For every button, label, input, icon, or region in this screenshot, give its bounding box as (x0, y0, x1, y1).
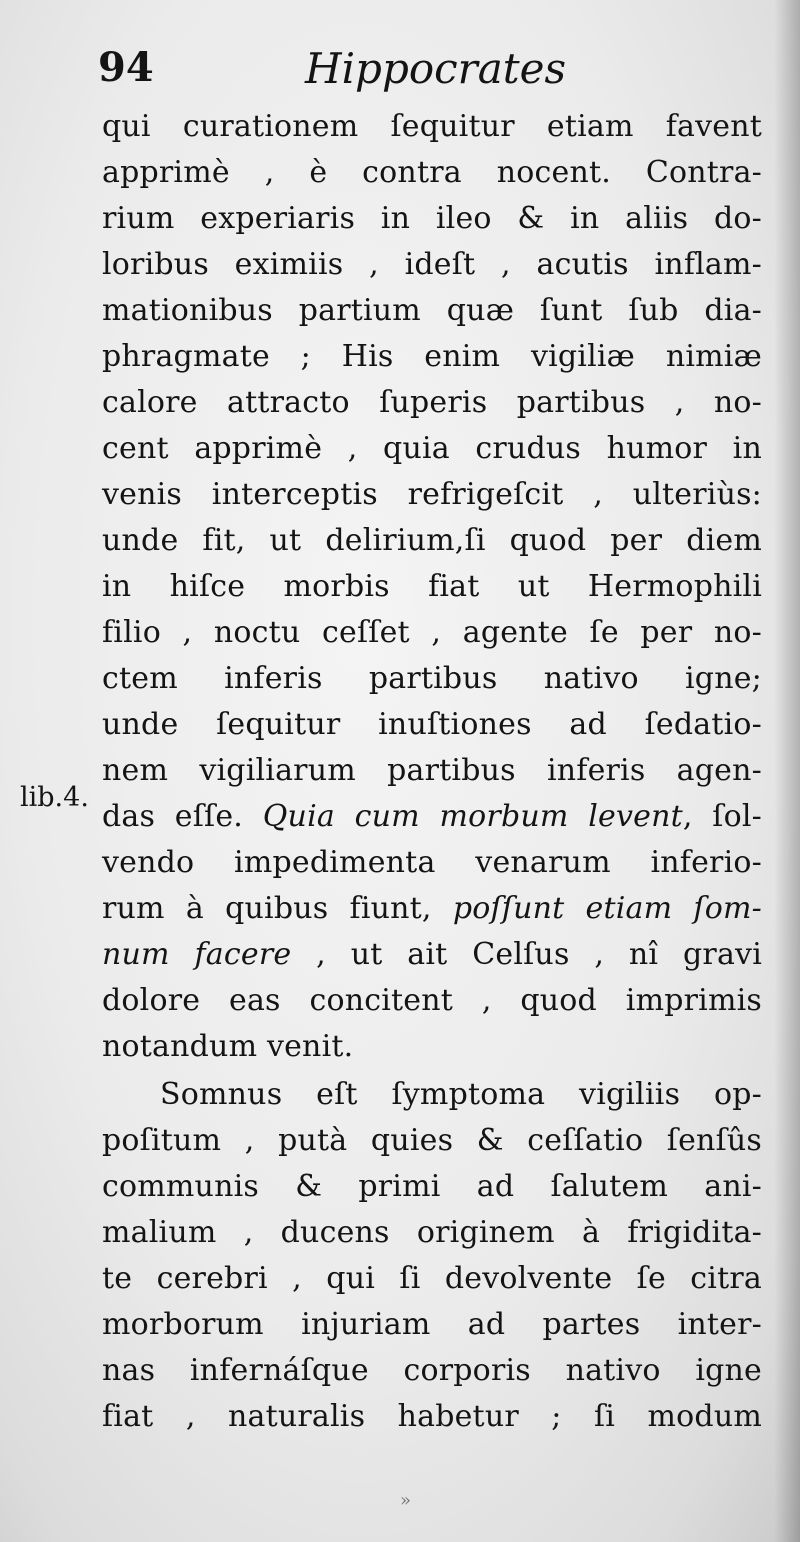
text-line-mixed (102, 932, 762, 978)
text-line: venis interceptis refrigeſcit , ulteriùs: (102, 477, 762, 512)
text-line: phragmate ; His enim vigiliæ nimiæ (102, 339, 762, 374)
text-line: mationibus partium quæ ſunt ſub dia- (102, 293, 762, 328)
running-head: Hippocrates (305, 44, 567, 93)
text-line-mixed (102, 886, 762, 932)
text-line: dolore eas concitent , quod imprimis (102, 983, 762, 1018)
text-line: qui curationem ſequitur etiam favent (102, 109, 762, 144)
text-line: ctem inferis partibus nativo igne; (102, 661, 762, 696)
text-line: filio , noctu ceſſet , agente ſe per no- (102, 615, 762, 650)
text-line: notandum venit. (102, 1029, 354, 1064)
text-line: calore attracto ſuperis partibus , no- (102, 385, 762, 420)
italic-segment: poſſunt etiam ſom- (452, 891, 762, 926)
text-line: te cerebri , qui ſi devolvente ſe citra (102, 1261, 762, 1296)
page-number: 94 (98, 44, 154, 91)
page-header (90, 44, 770, 104)
text-line: rium experiaris in ileo & in aliis do- (102, 201, 762, 236)
text-line: poſitum , putà quies & ceſſatio ſenſûs (102, 1123, 762, 1158)
text-line: fiat , naturalis habetur ; ſi modum (102, 1399, 762, 1434)
text-line: cent apprimè , quia crudus humor in (102, 431, 762, 466)
paragraph-first-line: Somnus eſt ſymptoma vigiliis op- (160, 1077, 762, 1112)
text-line: in hiſce morbis fiat ut Hermophili (102, 569, 762, 604)
italic-segment: Quia cum morbum levent (262, 799, 683, 834)
stray-mark: » (400, 1490, 412, 1511)
text-segment: das eſſe. (102, 799, 263, 834)
italic-segment: num facere (102, 937, 292, 972)
text-line: morborum injuriam ad partes inter- (102, 1307, 762, 1342)
page-edge-shadow (774, 0, 800, 1542)
text-line: apprimè , è contra nocent. Contra- (102, 155, 762, 190)
text-line: malium , ducens originem à frigidita- (102, 1215, 762, 1250)
text-line-mixed (102, 794, 762, 840)
text-segment: rum à quibus fiunt, (102, 891, 453, 926)
text-segment: , ſol- (682, 799, 763, 834)
text-segment: , ut ait Celſus , nî gravi (291, 937, 763, 972)
text-line: communis & primi ad ſalutem ani- (102, 1169, 762, 1204)
body-text (102, 104, 762, 1440)
text-line: loribus eximiis , ideſt , acutis inflam- (102, 247, 762, 282)
text-line: vendo impedimenta venarum inferio- (102, 845, 762, 880)
text-line: nem vigiliarum partibus inferis agen- (102, 753, 762, 788)
margin-note: lib.4. (20, 782, 89, 813)
text-line: unde fit, ut delirium,ſi quod per diem (102, 523, 762, 558)
text-line: unde ſequitur inuſtiones ad ſedatio- (102, 707, 762, 742)
text-line: nas infernáſque corporis nativo igne (102, 1353, 762, 1388)
